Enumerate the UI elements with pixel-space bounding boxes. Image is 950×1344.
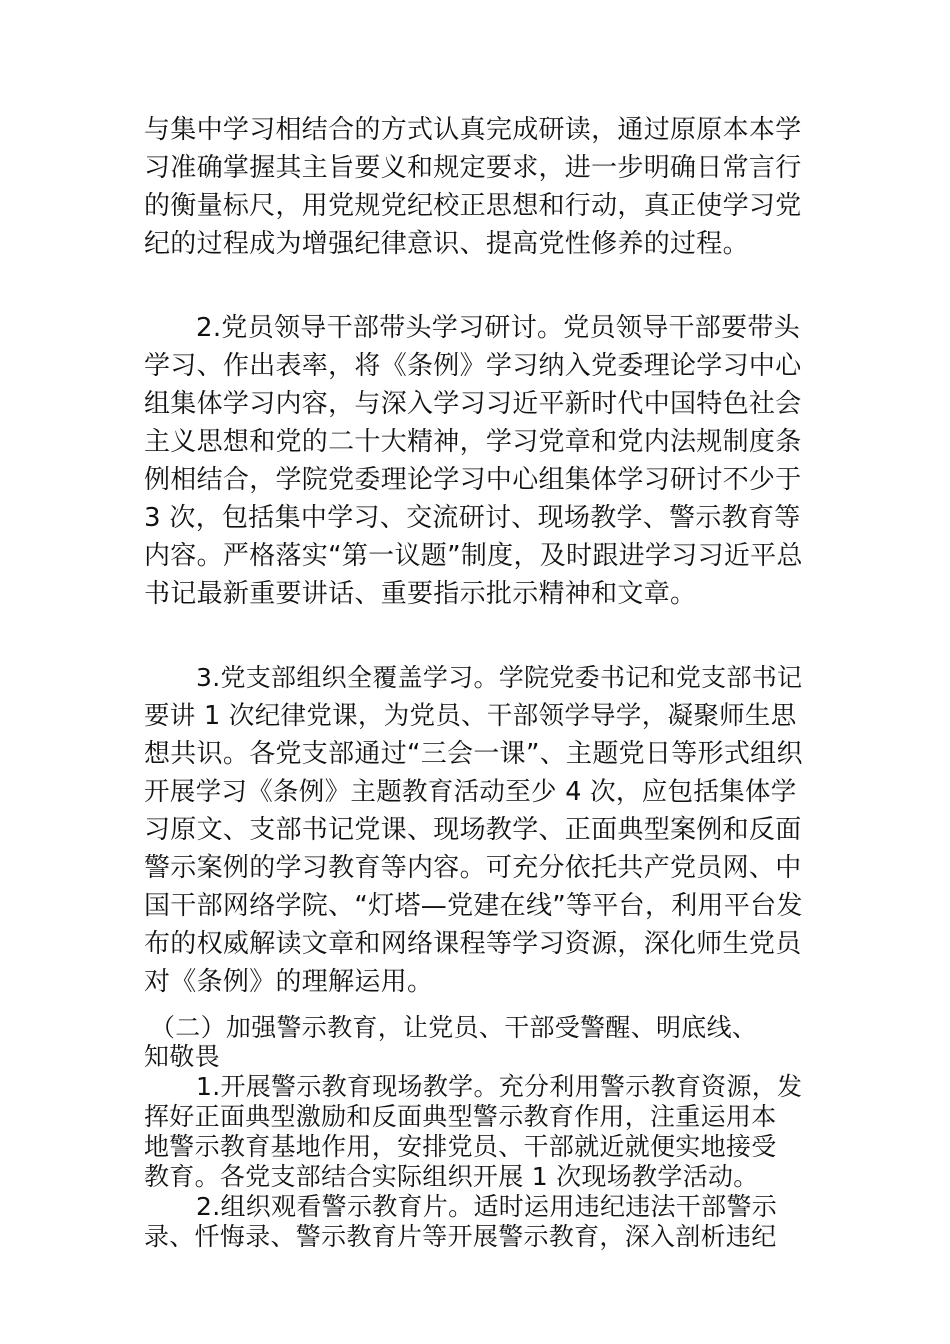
text-line: 书记最新重要讲话、重要指示批示精神和文章。	[144, 579, 697, 609]
text-line: 习原文、支部书记党课、现场教学、正面典型案例和反面	[144, 815, 802, 845]
text-line: 布的权威解读文章和网络课程等学习资源，深化师生党员	[144, 929, 802, 959]
text-line: 3.党支部组织全覆盖学习。学院党委书记和党支部书记	[196, 663, 803, 692]
text-line: 地警示教育基地作用，安排党员、干部就近就便实地接受	[144, 1132, 777, 1161]
text-line: 习准确掌握其主旨要义和规定要求，进一步明确日常言行	[144, 153, 802, 183]
text-line: 例相结合，学院党委理论学习中心组集体学习研讨不少于	[144, 465, 802, 495]
text-line: 国干部网络学院、“灯塔—党建在线”等平台，利用平台发	[144, 891, 803, 921]
text-line: （二）加强警示教育，让党员、干部受警醒、明底线、	[150, 1013, 758, 1042]
text-line: 内容。严格落实“第一议题”制度，及时跟进学习习近平总	[144, 541, 803, 571]
text-line: 知敬畏	[144, 1042, 220, 1071]
text-line: 组集体学习内容，与深入学习习近平新时代中国特色社会	[144, 389, 802, 419]
text-line: 警示案例的学习教育等内容。可充分依托共产党员网、中	[144, 853, 802, 883]
text-line: 对《条例》的理解运用。	[144, 967, 434, 997]
text-line: 要讲 1 次纪律党课，为党员、干部领学导学，凝聚师生思	[144, 701, 797, 731]
text-line: 3 次，包括集中学习、交流研讨、现场教学、警示教育等	[144, 503, 801, 533]
text-line: 挥好正面典型激励和反面典型警示教育作用，注重运用本	[144, 1102, 777, 1131]
text-line: 2.党员领导干部带头学习研讨。党员领导干部要带头	[196, 313, 801, 343]
text-line: 2.组织观看警示教育片。适时运用违纪违法干部警示	[196, 1192, 778, 1221]
text-line: 1.开展警示教育现场教学。充分利用警示教育资源，发	[196, 1072, 803, 1101]
text-line: 学习、作出表率，将《条例》学习纳入党委理论学习中心	[144, 351, 802, 381]
text-line: 纪的过程成为增强纪律意识、提高党性修养的过程。	[144, 229, 749, 259]
text-line: 教育。各党支部结合实际组织开展 1 次现场教学活动。	[144, 1162, 759, 1191]
text-line: 想共识。各党支部通过“三会一课”、主题党日等形式组织	[144, 739, 803, 769]
text-line: 开展学习《条例》主题教育活动至少 4 次，应包括集体学	[144, 777, 797, 807]
text-line: 主义思想和党的二十大精神，学习党章和党内法规制度条	[144, 427, 802, 457]
text-line: 录、忏悔录、警示教育片等开展警示教育，深入剖析违纪	[144, 1222, 777, 1251]
text-line: 的衡量标尺，用党规党纪校正思想和行动，真正使学习党	[144, 191, 802, 221]
text-line: 与集中学习相结合的方式认真完成研读，通过原原本本学	[144, 115, 802, 145]
